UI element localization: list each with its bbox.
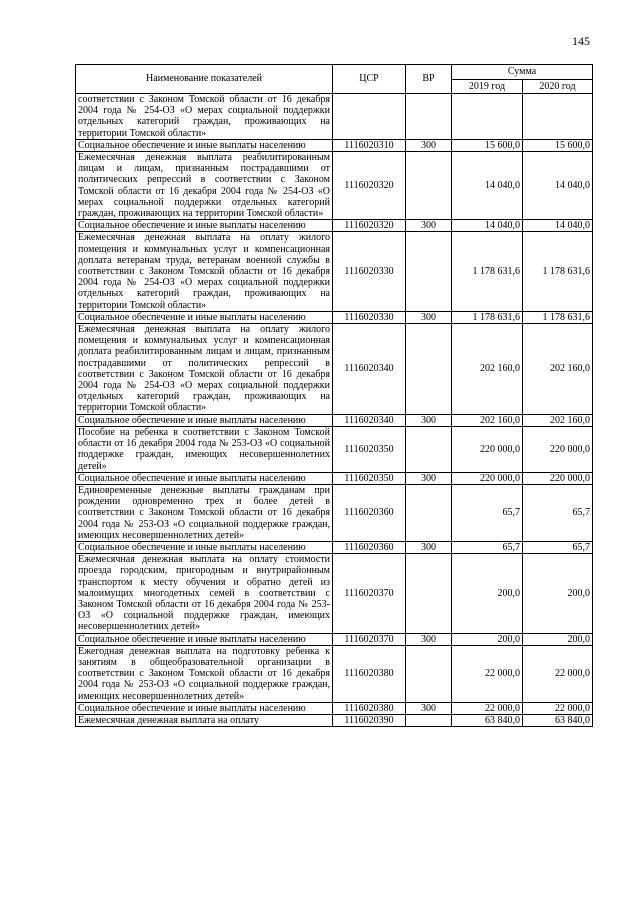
row-csr: 1116020370 <box>333 554 406 633</box>
row-value-2020: 65,7 <box>523 484 593 541</box>
row-csr: 1116020320 <box>333 152 406 220</box>
row-value-2020: 14 040,0 <box>523 152 593 220</box>
table-row <box>76 232 593 311</box>
row-value-2020: 200,0 <box>523 554 593 633</box>
row-name: Социальное обеспечение и иные выплаты населению <box>76 414 333 426</box>
row-csr: 1116020340 <box>333 414 406 426</box>
row-value-2019: 14 040,0 <box>452 220 523 232</box>
table-body <box>76 94 593 727</box>
row-value-2020: 65,7 <box>523 541 593 553</box>
row-vr: 300 <box>406 472 452 484</box>
row-name: Ежемесячная денежная выплата реабилитированным лицам и лицам, признанным пострадавшими от политических репрессий в соответствии с Законом Томской области от 16 декабря 2004 года № 254-ОЗ «О мерах социальной поддержки отдельных категорий граждан, проживающих на территории Томской области» <box>76 152 333 220</box>
row-vr: 300 <box>406 139 452 151</box>
row-value-2019: 14 040,0 <box>452 152 523 220</box>
row-csr: 1116020360 <box>333 484 406 541</box>
table-header <box>76 65 593 94</box>
row-vr <box>406 232 452 311</box>
row-value-2019: 65,7 <box>452 484 523 541</box>
row-csr: 1116020330 <box>333 311 406 323</box>
row-value-2019 <box>452 94 523 140</box>
row-value-2019: 220 000,0 <box>452 426 523 472</box>
row-vr: 300 <box>406 311 452 323</box>
row-vr: 300 <box>406 702 452 714</box>
row-value-2020: 220 000,0 <box>523 472 593 484</box>
header-name: Наименование показателей <box>76 65 333 94</box>
table-row <box>76 426 593 472</box>
row-name: Социальное обеспечение и иные выплаты населению <box>76 702 333 714</box>
row-vr: 300 <box>406 541 452 553</box>
table-row <box>76 702 593 714</box>
table-row <box>76 633 593 645</box>
table-row <box>76 311 593 323</box>
row-name: Социальное обеспечение и иные выплаты населению <box>76 311 333 323</box>
table-row <box>76 152 593 220</box>
row-csr: 1116020350 <box>333 472 406 484</box>
table-row <box>76 324 593 415</box>
row-value-2020 <box>523 94 593 140</box>
row-value-2020: 1 178 631,6 <box>523 232 593 311</box>
row-value-2020: 15 600,0 <box>523 139 593 151</box>
row-vr: 300 <box>406 633 452 645</box>
row-csr: 1116020380 <box>333 702 406 714</box>
row-value-2019: 200,0 <box>452 633 523 645</box>
page-number: 145 <box>572 34 590 48</box>
row-csr: 1116020380 <box>333 645 406 702</box>
row-name: Ежегодная денежная выплата на подготовку ребенка к занятиям в общеобразовательной организации в соответствии с Законом Томской области от 16 декабря 2004 года № 253-ОЗ «О социальной поддержке граждан, имеющих несовершеннолетних детей» <box>76 645 333 702</box>
row-name: соответствии с Законом Томской области от 16 декабря 2004 года № 254-ОЗ «О мерах социальной поддержки отдельных категорий граждан, проживающих на территории Томской области» <box>76 94 333 140</box>
row-csr: 1116020350 <box>333 426 406 472</box>
row-vr: 300 <box>406 414 452 426</box>
row-csr <box>333 94 406 140</box>
row-value-2020: 220 000,0 <box>523 426 593 472</box>
row-name: Социальное обеспечение и иные выплаты населению <box>76 220 333 232</box>
header-csr: ЦСР <box>333 65 406 94</box>
row-value-2019: 15 600,0 <box>452 139 523 151</box>
row-csr: 1116020390 <box>333 714 406 726</box>
row-name: Социальное обеспечение и иные выплаты населению <box>76 633 333 645</box>
row-vr <box>406 484 452 541</box>
row-csr: 1116020370 <box>333 633 406 645</box>
row-value-2019: 200,0 <box>452 554 523 633</box>
row-vr <box>406 152 452 220</box>
table-row <box>76 472 593 484</box>
row-vr <box>406 426 452 472</box>
row-name: Ежемесячная денежная выплата на оплату жилого помещения и коммунальных услуг и компенсационная доплата ветеранам труда, ветеранам военной службы в соответствии с Законом Томской области от 16 декабря 2004 года № 254-ОЗ «О мерах социальной поддержки отдельных категорий граждан, проживающих на территории Томской области» <box>76 232 333 311</box>
row-vr <box>406 714 452 726</box>
row-value-2019: 22 000,0 <box>452 702 523 714</box>
table-row <box>76 554 593 633</box>
table-row <box>76 139 593 151</box>
row-name: Социальное обеспечение и иные выплаты населению <box>76 139 333 151</box>
row-value-2019: 1 178 631,6 <box>452 311 523 323</box>
table-row <box>76 645 593 702</box>
row-value-2019: 22 000,0 <box>452 645 523 702</box>
row-vr <box>406 324 452 415</box>
row-csr: 1116020310 <box>333 139 406 151</box>
row-vr <box>406 554 452 633</box>
row-vr <box>406 94 452 140</box>
row-name: Ежемесячная денежная выплата на оплату <box>76 714 333 726</box>
row-name: Пособие на ребенка в соответствии с Законом Томской области от 16 декабря 2004 года № 253-ОЗ «О социальной поддержке граждан, имеющих несовершеннолетних детей» <box>76 426 333 472</box>
row-value-2019: 63 840,0 <box>452 714 523 726</box>
row-name: Социальное обеспечение и иные выплаты населению <box>76 472 333 484</box>
row-value-2020: 1 178 631,6 <box>523 311 593 323</box>
row-value-2019: 1 178 631,6 <box>452 232 523 311</box>
table-row <box>76 541 593 553</box>
row-name: Социальное обеспечение и иные выплаты населению <box>76 541 333 553</box>
row-value-2020: 22 000,0 <box>523 645 593 702</box>
row-value-2019: 202 160,0 <box>452 324 523 415</box>
row-value-2019: 202 160,0 <box>452 414 523 426</box>
row-value-2019: 65,7 <box>452 541 523 553</box>
table-row <box>76 414 593 426</box>
row-name: Единовременные денежные выплаты гражданам при рождении одновременно трех и более детей в соответствии с Законом Томской области от 16 декабря 2004 года № 253-ОЗ «О социальной поддержке граждан, имеющих несовершеннолетних детей» <box>76 484 333 541</box>
row-csr: 1116020330 <box>333 232 406 311</box>
header-sum: Сумма <box>452 65 593 80</box>
table-row <box>76 220 593 232</box>
row-csr: 1116020340 <box>333 324 406 415</box>
header-vr: ВР <box>406 65 452 94</box>
budget-table <box>75 64 593 727</box>
row-value-2020: 200,0 <box>523 633 593 645</box>
row-value-2019: 220 000,0 <box>452 472 523 484</box>
row-value-2020: 63 840,0 <box>523 714 593 726</box>
row-name: Ежемесячная денежная выплата на оплату стоимости проезда городским, пригородным и внутрирайонным транспортом к месту обучения и обратно детей из малоимущих многодетных семей в соответствии с Законом Томской области от 16 декабря 2004 года № 253-ОЗ «О социальной поддержке граждан, имеющих несовершеннолетних детей» <box>76 554 333 633</box>
row-value-2020: 202 160,0 <box>523 414 593 426</box>
table-row <box>76 94 593 140</box>
row-value-2020: 22 000,0 <box>523 702 593 714</box>
row-value-2020: 202 160,0 <box>523 324 593 415</box>
table-row <box>76 484 593 541</box>
row-vr: 300 <box>406 220 452 232</box>
row-name: Ежемесячная денежная выплата на оплату жилого помещения и коммунальных услуг и компенсационная доплата реабилитированным лицам и лицам, признанным пострадавшими от политических репрессий в соответствии с Законом Томской области от 16 декабря 2004 года № 254-ОЗ «О мерах социальной поддержки отдельных категорий граждан, проживающих на территории Томской области» <box>76 324 333 415</box>
row-csr: 1116020320 <box>333 220 406 232</box>
table-row <box>76 714 593 726</box>
row-value-2020: 14 040,0 <box>523 220 593 232</box>
row-vr <box>406 645 452 702</box>
row-csr: 1116020360 <box>333 541 406 553</box>
header-2019: 2019 год <box>452 80 523 94</box>
header-2020: 2020 год <box>523 80 593 94</box>
